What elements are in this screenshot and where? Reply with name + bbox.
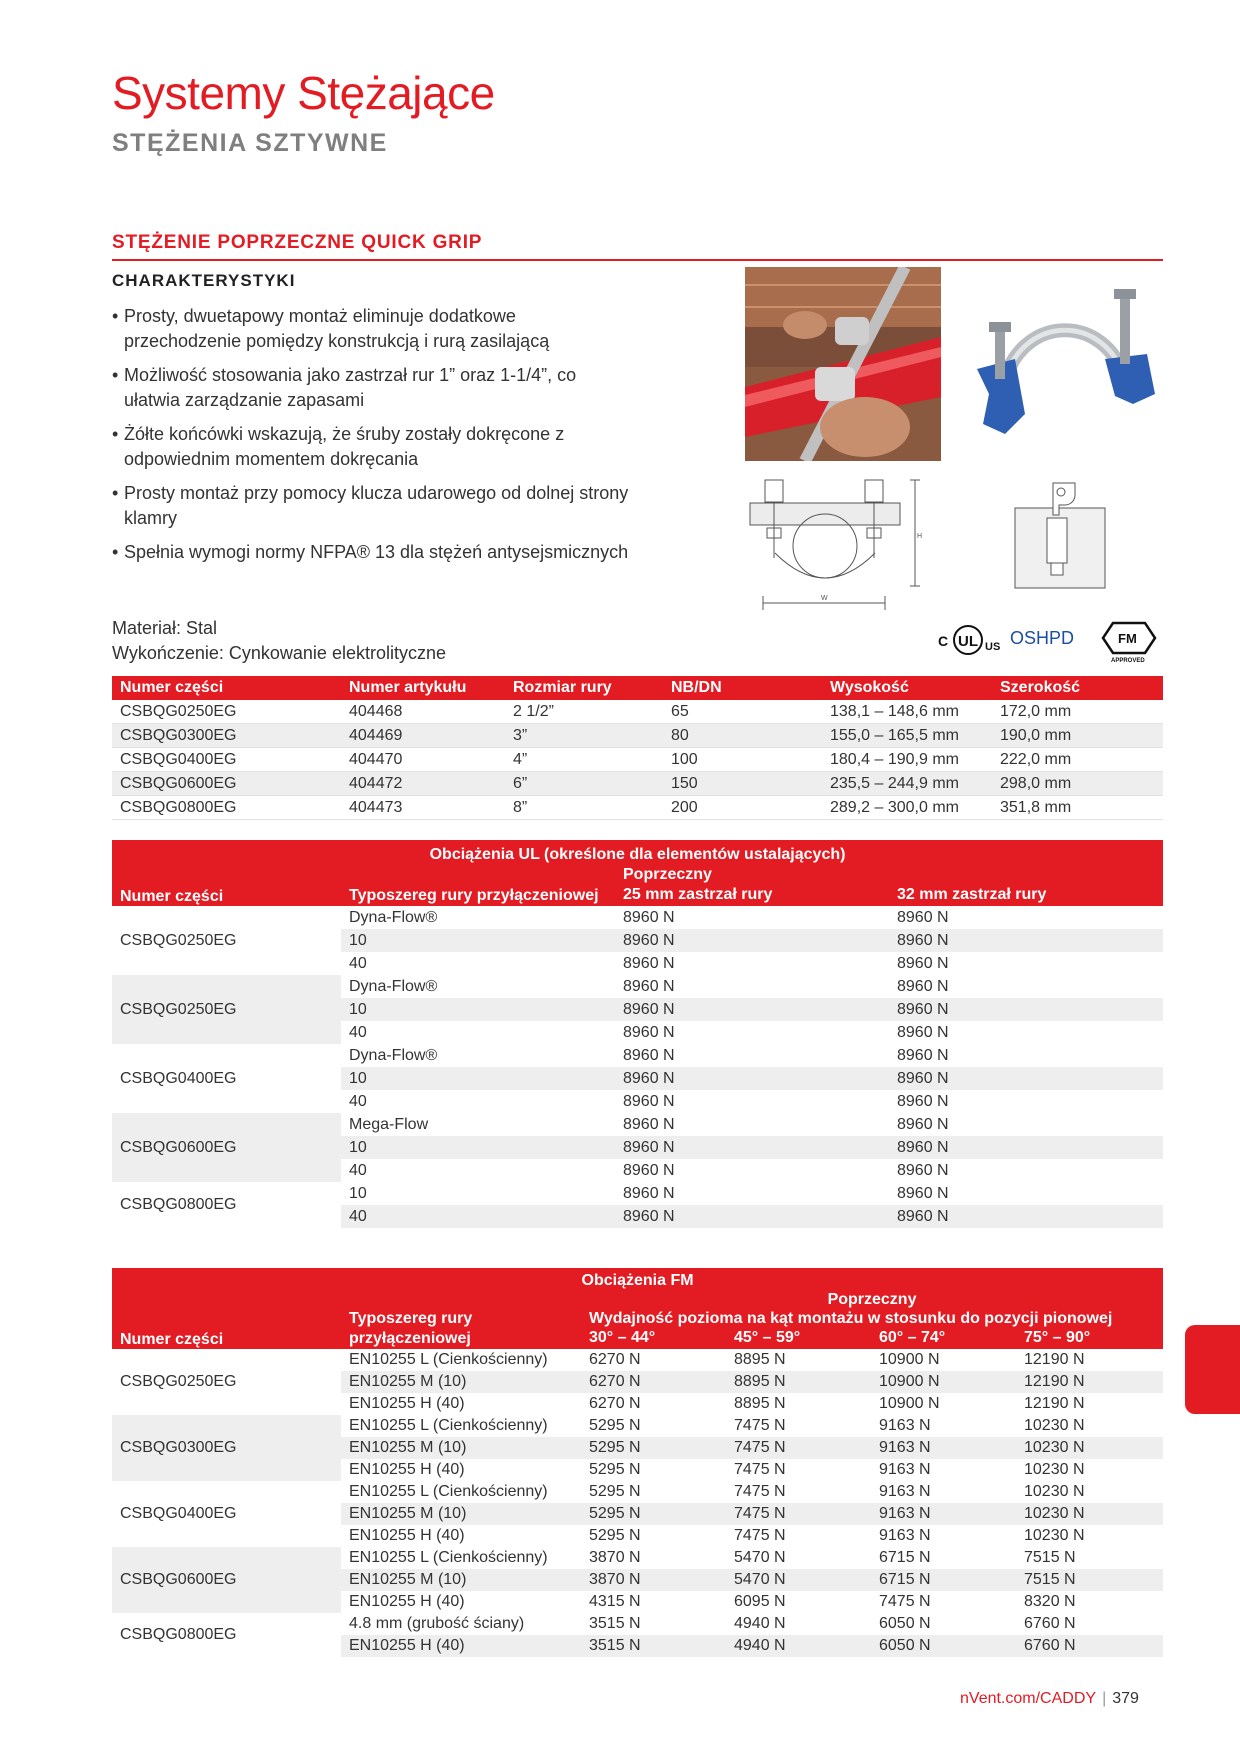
table-cell: EN10255 M (10) bbox=[341, 1569, 581, 1591]
table-cell: 6715 N bbox=[871, 1547, 1016, 1569]
table-cell: 10 bbox=[341, 1067, 615, 1090]
fm-col-angle: 75° – 90° bbox=[1016, 1328, 1163, 1349]
table-cell: 10230 N bbox=[1016, 1481, 1163, 1503]
drawing-label-w: W bbox=[821, 595, 828, 602]
table-cell: Dyna-Flow® bbox=[341, 975, 615, 998]
part-number-cell: CSBQG0300EG bbox=[112, 1415, 341, 1481]
table-cell: 8960 N bbox=[889, 1021, 1163, 1044]
part-number-cell: CSBQG0250EG bbox=[112, 1349, 341, 1415]
table-cell: 3515 N bbox=[581, 1635, 726, 1657]
table-cell: 8960 N bbox=[889, 906, 1163, 929]
table-cell: 6760 N bbox=[1016, 1635, 1163, 1657]
table-cell: 5470 N bbox=[726, 1547, 871, 1569]
table-cell: 6760 N bbox=[1016, 1613, 1163, 1635]
feature-item: • Spełnia wymogi normy NFPA® 13 dla stężeń antysejsmicznych bbox=[112, 540, 632, 565]
table-cell: 7475 N bbox=[726, 1459, 871, 1481]
table-cell: 298,0 mm bbox=[992, 772, 1163, 796]
table-cell: 5295 N bbox=[581, 1503, 726, 1525]
fm-table-title: Obciążenia FM bbox=[112, 1268, 1163, 1290]
table-cell: 40 bbox=[341, 1205, 615, 1228]
table-cell: 8960 N bbox=[615, 952, 889, 975]
table-cell: 8960 N bbox=[615, 1136, 889, 1159]
clamp-technical-drawing bbox=[745, 478, 935, 613]
fm-col-schedule: Typoszereg rury przyłączeniowej bbox=[341, 1290, 581, 1349]
fm-col-part: Numer części bbox=[112, 1290, 341, 1349]
table-cell: 8960 N bbox=[615, 1021, 889, 1044]
spec-col-header: Wysokość bbox=[822, 676, 992, 700]
installation-photo bbox=[745, 267, 941, 461]
table-cell: 10230 N bbox=[1016, 1459, 1163, 1481]
part-number-cell: CSBQG0400EG bbox=[112, 1481, 341, 1547]
table-cell: 7475 N bbox=[726, 1415, 871, 1437]
table-cell: 351,8 mm bbox=[992, 796, 1163, 820]
table-cell: 5295 N bbox=[581, 1525, 726, 1547]
table-cell: 10900 N bbox=[871, 1371, 1016, 1393]
table-cell: 6715 N bbox=[871, 1569, 1016, 1591]
table-cell: CSBQG0300EG bbox=[112, 724, 341, 748]
spec-table bbox=[112, 676, 1163, 820]
table-cell: 8960 N bbox=[889, 1067, 1163, 1090]
spec-table-body bbox=[112, 700, 1163, 820]
drawing-label-h: H bbox=[917, 533, 923, 540]
table-cell: 404472 bbox=[341, 772, 505, 796]
table-cell: 12190 N bbox=[1016, 1349, 1163, 1371]
table-cell: 150 bbox=[663, 772, 822, 796]
table-cell: 289,2 – 300,0 mm bbox=[822, 796, 992, 820]
ul-load-table bbox=[112, 840, 1163, 1228]
spec-col-header: Rozmiar rury bbox=[505, 676, 663, 700]
table-row bbox=[112, 772, 1163, 796]
table-cell: 3870 N bbox=[581, 1569, 726, 1591]
table-cell: 3” bbox=[505, 724, 663, 748]
table-cell: 8960 N bbox=[889, 1159, 1163, 1182]
table-cell: EN10255 M (10) bbox=[341, 1371, 581, 1393]
table-cell: 404470 bbox=[341, 748, 505, 772]
table-cell: 6270 N bbox=[581, 1349, 726, 1371]
table-cell: 200 bbox=[663, 796, 822, 820]
material-text: Materiał: Stal bbox=[112, 618, 218, 638]
part-number-cell: CSBQG0800EG bbox=[112, 1182, 341, 1228]
table-cell: 10230 N bbox=[1016, 1525, 1163, 1547]
table-cell: 8960 N bbox=[615, 929, 889, 952]
table-cell: 10 bbox=[341, 1136, 615, 1159]
table-cell: 8960 N bbox=[889, 1044, 1163, 1067]
table-cell: 8960 N bbox=[889, 1182, 1163, 1205]
table-cell: 7475 N bbox=[871, 1591, 1016, 1613]
table-cell: 138,1 – 148,6 mm bbox=[822, 700, 992, 724]
table-cell: 172,0 mm bbox=[992, 700, 1163, 724]
feature-item: • Żółte końcówki wskazują, że śruby zostały dokręcone z odpowiednim momentem dokręcania bbox=[112, 422, 632, 472]
table-cell: EN10255 H (40) bbox=[341, 1635, 581, 1657]
table-row bbox=[112, 1182, 1163, 1205]
ul-col-32: 32 mm zastrzał rury bbox=[889, 884, 1163, 906]
ul-col-part: Numer części bbox=[112, 864, 341, 906]
table-cell: 9163 N bbox=[871, 1525, 1016, 1547]
table-row bbox=[112, 700, 1163, 724]
part-number-cell: CSBQG0600EG bbox=[112, 1113, 341, 1182]
clamp-side-drawing bbox=[1005, 478, 1115, 593]
table-cell: 10 bbox=[341, 1182, 615, 1205]
table-cell: 8960 N bbox=[615, 1044, 889, 1067]
page-title: Systemy Stężające bbox=[112, 67, 495, 119]
table-cell: 4.8 mm (grubość ściany) bbox=[341, 1613, 581, 1635]
characteristics-heading: CHARAKTERYSTYKI bbox=[112, 271, 296, 290]
footer-separator: | bbox=[1102, 1690, 1107, 1707]
table-cell: EN10255 H (40) bbox=[341, 1525, 581, 1547]
table-cell: 7475 N bbox=[726, 1437, 871, 1459]
table-cell: 155,0 – 165,5 mm bbox=[822, 724, 992, 748]
table-row bbox=[112, 1044, 1163, 1067]
part-number-cell: CSBQG0800EG bbox=[112, 1613, 341, 1657]
fm-col-angle: 30° – 44° bbox=[581, 1328, 726, 1349]
table-row bbox=[112, 906, 1163, 929]
table-cell: 80 bbox=[663, 724, 822, 748]
table-cell: 8960 N bbox=[889, 1205, 1163, 1228]
fm-logo: FM bbox=[1118, 631, 1137, 646]
table-cell: 8960 N bbox=[615, 1159, 889, 1182]
table-cell: 7515 N bbox=[1016, 1569, 1163, 1591]
part-number-cell: CSBQG0250EG bbox=[112, 906, 341, 975]
section-title: STĘŻENIE POPRZECZNE QUICK GRIP bbox=[112, 232, 483, 253]
table-cell: 235,5 – 244,9 mm bbox=[822, 772, 992, 796]
table-cell: 8960 N bbox=[889, 1136, 1163, 1159]
table-cell: CSBQG0250EG bbox=[112, 700, 341, 724]
table-cell: 40 bbox=[341, 1021, 615, 1044]
table-cell: 40 bbox=[341, 952, 615, 975]
table-cell: 8960 N bbox=[615, 1182, 889, 1205]
spec-col-header: Szerokość bbox=[992, 676, 1163, 700]
table-row bbox=[112, 748, 1163, 772]
table-cell: EN10255 L (Cienkościenny) bbox=[341, 1349, 581, 1371]
table-cell: 2 1/2” bbox=[505, 700, 663, 724]
table-cell: 10 bbox=[341, 998, 615, 1021]
part-number-cell: CSBQG0600EG bbox=[112, 1547, 341, 1613]
fm-load-table bbox=[112, 1268, 1163, 1657]
table-cell: CSBQG0800EG bbox=[112, 796, 341, 820]
spec-table-header bbox=[112, 676, 1163, 700]
table-cell: 5470 N bbox=[726, 1569, 871, 1591]
table-cell: 5295 N bbox=[581, 1459, 726, 1481]
oshpd-logo: OSHPD bbox=[1010, 628, 1075, 648]
table-cell: 190,0 mm bbox=[992, 724, 1163, 748]
table-cell: EN10255 L (Cienkościenny) bbox=[341, 1481, 581, 1503]
table-cell: 9163 N bbox=[871, 1481, 1016, 1503]
table-cell: 100 bbox=[663, 748, 822, 772]
table-cell: 10900 N bbox=[871, 1393, 1016, 1415]
table-cell: 12190 N bbox=[1016, 1393, 1163, 1415]
table-cell: 10230 N bbox=[1016, 1437, 1163, 1459]
table-cell: 3515 N bbox=[581, 1613, 726, 1635]
table-cell: 7515 N bbox=[1016, 1547, 1163, 1569]
table-cell: 10900 N bbox=[871, 1349, 1016, 1371]
table-cell: 9163 N bbox=[871, 1459, 1016, 1481]
table-cell: 5295 N bbox=[581, 1437, 726, 1459]
table-cell: EN10255 H (40) bbox=[341, 1393, 581, 1415]
table-row bbox=[112, 1481, 1163, 1503]
table-cell: EN10255 L (Cienkościenny) bbox=[341, 1547, 581, 1569]
table-cell: EN10255 L (Cienkościenny) bbox=[341, 1415, 581, 1437]
table-row bbox=[112, 1613, 1163, 1635]
table-cell: 6050 N bbox=[871, 1613, 1016, 1635]
finish-text: Wykończenie: Cynkowanie elektrolityczne bbox=[112, 643, 446, 663]
table-cell: 404468 bbox=[341, 700, 505, 724]
table-cell: 180,4 – 190,9 mm bbox=[822, 748, 992, 772]
fm-col-angle: 45° – 59° bbox=[726, 1328, 871, 1349]
table-cell: EN10255 H (40) bbox=[341, 1459, 581, 1481]
page-number: 379 bbox=[1112, 1690, 1139, 1707]
table-cell: 8” bbox=[505, 796, 663, 820]
part-number-cell: CSBQG0400EG bbox=[112, 1044, 341, 1113]
ul-col-schedule: Typoszereg rury przyłączeniowej bbox=[341, 864, 615, 906]
table-cell: 6095 N bbox=[726, 1591, 871, 1613]
table-cell: 4” bbox=[505, 748, 663, 772]
table-cell: 10230 N bbox=[1016, 1415, 1163, 1437]
clamp-product-image bbox=[965, 284, 1165, 454]
table-cell: 6270 N bbox=[581, 1371, 726, 1393]
table-cell: 8960 N bbox=[889, 1113, 1163, 1136]
table-cell: 404469 bbox=[341, 724, 505, 748]
table-cell: EN10255 M (10) bbox=[341, 1503, 581, 1525]
fm-approved-text: APPROVED bbox=[1111, 658, 1145, 663]
table-cell: 10 bbox=[341, 929, 615, 952]
table-cell: 8960 N bbox=[615, 1113, 889, 1136]
table-cell: 40 bbox=[341, 1159, 615, 1182]
fm-col-subgroup: Wydajność pozioma na kąt montażu w stosunku do pozycji pionowej bbox=[581, 1309, 1163, 1328]
ul-logo: UL bbox=[958, 633, 978, 650]
table-cell: Dyna-Flow® bbox=[341, 906, 615, 929]
ul-col-group: Poprzeczny bbox=[615, 864, 1163, 884]
ul-table-body bbox=[112, 906, 1163, 1228]
side-tab-marker bbox=[1185, 1325, 1240, 1414]
fm-table-body bbox=[112, 1349, 1163, 1657]
feature-item: • Prosty montaż przy pomocy klucza udarowego od dolnej strony klamry bbox=[112, 481, 632, 531]
table-cell: 5295 N bbox=[581, 1415, 726, 1437]
table-cell: 12190 N bbox=[1016, 1371, 1163, 1393]
table-cell: 8960 N bbox=[889, 929, 1163, 952]
table-cell: EN10255 H (40) bbox=[341, 1591, 581, 1613]
table-cell: CSBQG0400EG bbox=[112, 748, 341, 772]
feature-item: • Prosty, dwuetapowy montaż eliminuje dodatkowe przechodzenie pomiędzy konstrukcją i rurą zasilającą bbox=[112, 304, 632, 354]
table-cell: 7475 N bbox=[726, 1525, 871, 1547]
section-divider bbox=[112, 259, 1163, 261]
table-row bbox=[112, 1113, 1163, 1136]
table-cell: 65 bbox=[663, 700, 822, 724]
certification-logos bbox=[935, 613, 1160, 663]
spec-col-header: NB/DN bbox=[663, 676, 822, 700]
table-cell: 4940 N bbox=[726, 1613, 871, 1635]
table-cell: 10230 N bbox=[1016, 1503, 1163, 1525]
table-cell: 8960 N bbox=[615, 975, 889, 998]
table-cell: 222,0 mm bbox=[992, 748, 1163, 772]
table-cell: 8960 N bbox=[889, 998, 1163, 1021]
table-cell: 4315 N bbox=[581, 1591, 726, 1613]
table-cell: 9163 N bbox=[871, 1415, 1016, 1437]
table-cell: 3870 N bbox=[581, 1547, 726, 1569]
table-row bbox=[112, 975, 1163, 998]
ul-col-25: 25 mm zastrzał rury bbox=[615, 884, 889, 906]
table-cell: 6270 N bbox=[581, 1393, 726, 1415]
table-cell: 7475 N bbox=[726, 1503, 871, 1525]
table-cell: 8320 N bbox=[1016, 1591, 1163, 1613]
c-mark: C bbox=[938, 633, 949, 649]
us-mark: US bbox=[985, 641, 1001, 653]
footer bbox=[960, 1690, 1139, 1708]
table-cell: 8960 N bbox=[889, 1090, 1163, 1113]
table-row bbox=[112, 1547, 1163, 1569]
table-cell: 7475 N bbox=[726, 1481, 871, 1503]
fm-col-group: Poprzeczny bbox=[581, 1290, 1163, 1309]
table-cell: 4940 N bbox=[726, 1635, 871, 1657]
features-list bbox=[112, 304, 632, 574]
ul-table-title: Obciążenia UL (określone dla elementów ustalających) bbox=[112, 840, 1163, 864]
fm-col-angle: 60° – 74° bbox=[871, 1328, 1016, 1349]
table-cell: 6” bbox=[505, 772, 663, 796]
table-cell: EN10255 M (10) bbox=[341, 1437, 581, 1459]
table-cell: 8960 N bbox=[615, 1090, 889, 1113]
table-cell: 40 bbox=[341, 1090, 615, 1113]
table-cell: 8960 N bbox=[889, 975, 1163, 998]
table-cell: 9163 N bbox=[871, 1503, 1016, 1525]
page-subtitle: STĘŻENIA SZTYWNE bbox=[112, 129, 388, 157]
table-cell: 8960 N bbox=[889, 952, 1163, 975]
table-cell: 8895 N bbox=[726, 1349, 871, 1371]
table-cell: 404473 bbox=[341, 796, 505, 820]
table-cell: 6050 N bbox=[871, 1635, 1016, 1657]
spec-col-header: Numer artykułu bbox=[341, 676, 505, 700]
table-cell: 8895 N bbox=[726, 1393, 871, 1415]
table-row bbox=[112, 796, 1163, 820]
table-cell: 8960 N bbox=[615, 998, 889, 1021]
table-row bbox=[112, 1349, 1163, 1371]
table-cell: 5295 N bbox=[581, 1481, 726, 1503]
feature-item: • Możliwość stosowania jako zastrzał rur 1” oraz 1-1/4”, co ułatwia zarządzanie zapasami bbox=[112, 363, 632, 413]
table-cell: Mega-Flow bbox=[341, 1113, 615, 1136]
table-cell: 8960 N bbox=[615, 1205, 889, 1228]
table-row bbox=[112, 1415, 1163, 1437]
table-row bbox=[112, 724, 1163, 748]
table-cell: 8960 N bbox=[615, 1067, 889, 1090]
table-cell: 8895 N bbox=[726, 1371, 871, 1393]
spec-col-header: Numer części bbox=[112, 676, 341, 700]
table-cell: CSBQG0600EG bbox=[112, 772, 341, 796]
footer-url-link[interactable]: nVent.com/CADDY bbox=[960, 1690, 1097, 1707]
table-cell: Dyna-Flow® bbox=[341, 1044, 615, 1067]
table-cell: 9163 N bbox=[871, 1437, 1016, 1459]
part-number-cell: CSBQG0250EG bbox=[112, 975, 341, 1044]
table-cell: 8960 N bbox=[615, 906, 889, 929]
